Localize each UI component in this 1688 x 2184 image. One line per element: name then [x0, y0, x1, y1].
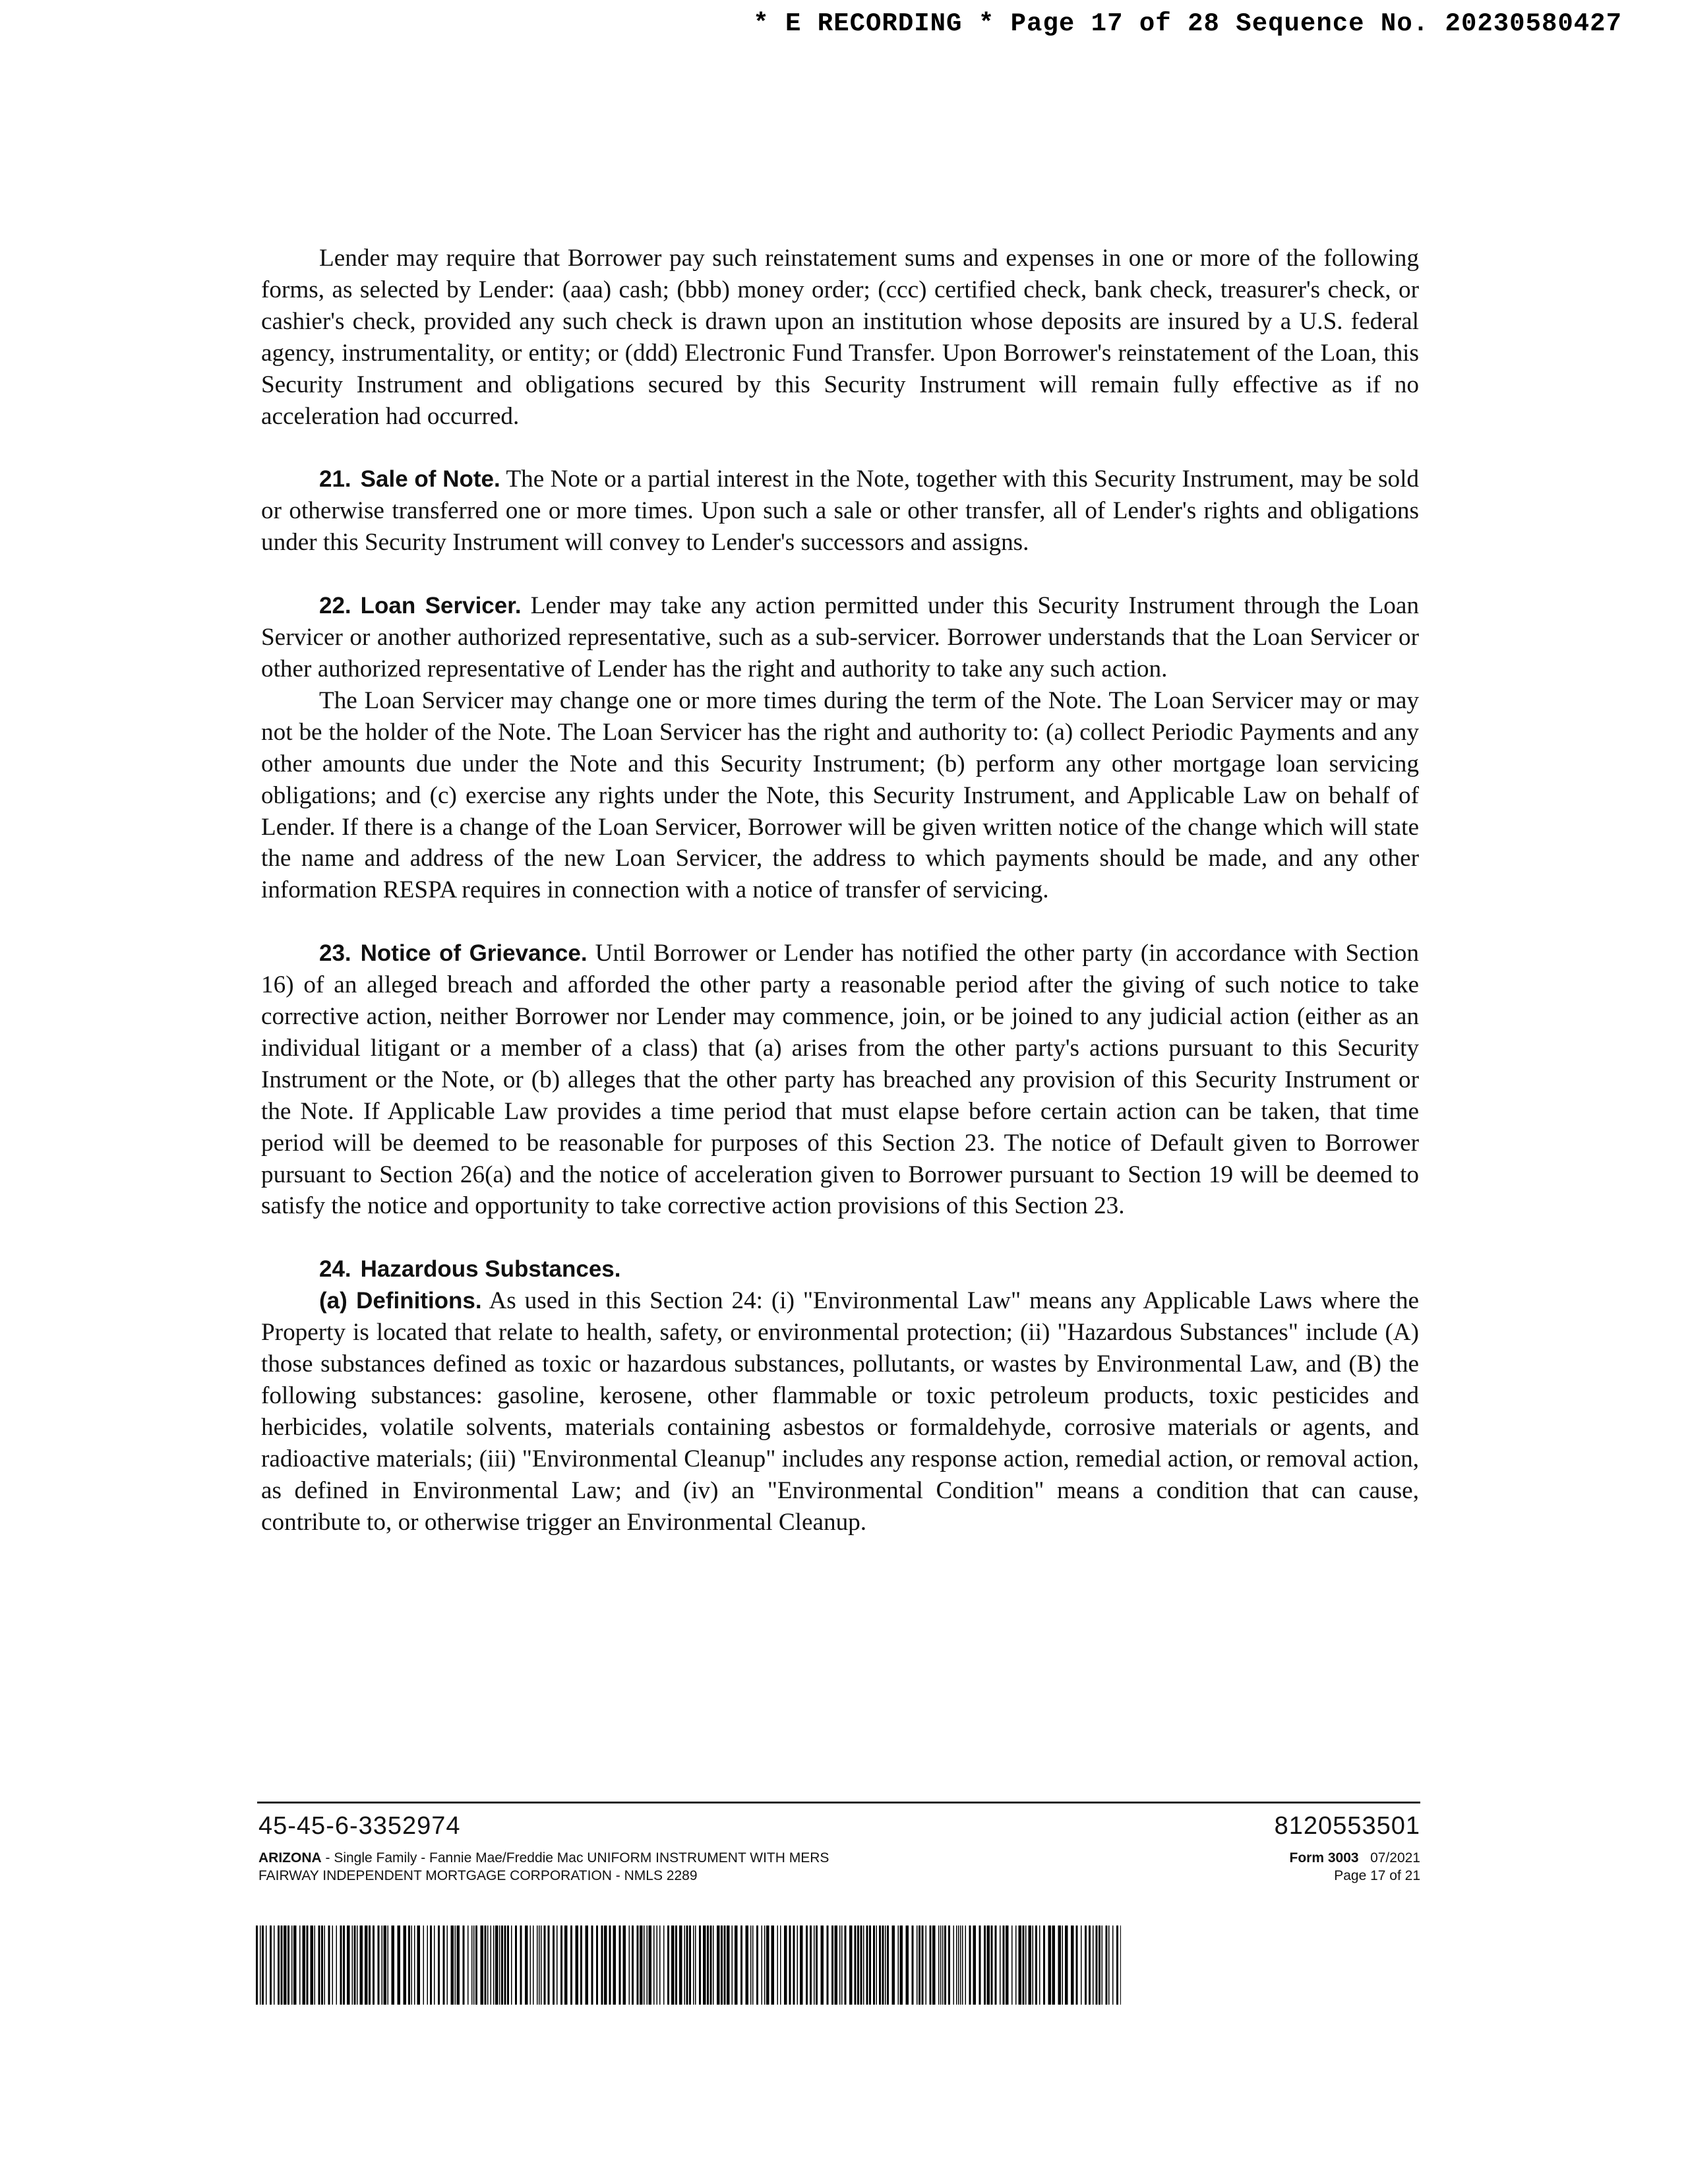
- barcode-bar: [1025, 1926, 1027, 2005]
- section-22-title: Loan Servicer.: [360, 593, 522, 619]
- barcode-bar: [623, 1926, 626, 2005]
- barcode-bar: [544, 1926, 546, 2005]
- barcode-bar: [411, 1926, 413, 2005]
- barcode-bar: [504, 1926, 506, 2005]
- barcode-bar: [984, 1926, 986, 2005]
- barcode-bar: [1116, 1926, 1118, 2005]
- barcode-bar: [640, 1926, 643, 2005]
- instrument-state: ARIZONA: [258, 1850, 322, 1866]
- barcode-bar: [839, 1926, 841, 2005]
- barcode-bar: [487, 1926, 489, 2005]
- barcode-bar: [629, 1926, 630, 2005]
- barcode-bar: [596, 1926, 598, 2005]
- barcode-bar: [382, 1926, 383, 2005]
- barcode-bar: [991, 1926, 993, 2005]
- barcode-bar: [336, 1926, 338, 2005]
- barcode-bar: [710, 1926, 712, 2005]
- recording-stamp: * E RECORDING * Page 17 of 28 Sequence No. 20230580427: [753, 9, 1622, 38]
- barcode-bar: [1102, 1926, 1103, 2005]
- barcode-bar: [663, 1926, 665, 2005]
- barcode-bar: [810, 1926, 812, 2005]
- barcode-bar: [270, 1926, 272, 2005]
- barcode-bar: [1043, 1926, 1045, 2005]
- barcode-bar: [784, 1926, 787, 2005]
- barcode-bar: [455, 1926, 456, 2005]
- barcode-bar: [684, 1926, 686, 2005]
- barcode-bar: [887, 1926, 889, 2005]
- barcode-bar: [430, 1926, 432, 2005]
- barcode-bar: [653, 1926, 655, 2005]
- barcode-bar: [564, 1926, 568, 2005]
- barcode-bar: [969, 1926, 971, 2005]
- form-line: [1275, 1849, 1420, 1867]
- barcode-bar: [328, 1926, 330, 2005]
- section-24-number: 24.: [319, 1256, 351, 1283]
- barcode-bar: [1052, 1926, 1056, 2005]
- barcode-bar: [857, 1926, 859, 2005]
- barcode-bar: [274, 1926, 275, 2005]
- barcode-bar: [860, 1926, 862, 2005]
- barcode-bar: [1006, 1926, 1009, 2005]
- barcode-bar: [473, 1926, 475, 2005]
- section-22-text: Lender may take any action permitted under this Security Instrument through the Loan Servicer or another authorized representative, such as a sub-servicer. Borrower understands that the Loan Servicer or other authorized representative of Lender has the right and authority to take any such action.: [261, 592, 1419, 682]
- barcode-bar: [882, 1926, 884, 2005]
- barcode-bar: [311, 1926, 314, 2005]
- barcode-bar: [885, 1926, 886, 2005]
- loan-number: 45-45-6-3352974: [258, 1812, 461, 1840]
- barcode-bar: [912, 1926, 914, 2005]
- section-23-title: Notice of Grievance.: [360, 940, 588, 967]
- section-22: [261, 590, 1419, 685]
- barcode-bar: [398, 1926, 401, 2005]
- barcode-bar: [515, 1926, 517, 2005]
- barcode-bar: [657, 1926, 658, 2005]
- barcode-bar: [717, 1926, 720, 2005]
- barcode-bar: [408, 1926, 410, 2005]
- document-body: [261, 243, 1419, 1538]
- section-23-text: Until Borrower or Lender has notified the other party (in accordance with Section 16) of an alleged breach and afforded the other party a reasonable period after the giving of such notice to take corrective action, neither Borrower nor Lender may commence, join, or be joined to any judicial action (either as an individual litigant or a member of a class) that (a) arises from the other party's actions pursuant to this Security Instrument or the Note, or (b) alleges that the other party has breached any provision of this Security Instrument or the Note. If Applicable Law provides a time period that must elapse before certain action can be taken, that time period will be deemed to be reasonable for purposes of this Section 23. The notice of Default given to Borrower pursuant to Section 26(a) and the notice of acceleration given to Borrower pursuant to Section 19 will be deemed to satisfy the notice and opportunity to take corrective action provisions of this Section 23.: [261, 940, 1419, 1220]
- barcode-bar: [501, 1926, 503, 2005]
- barcode-bar: [293, 1926, 297, 2005]
- barcode-bar: [721, 1926, 723, 2005]
- barcode-bar: [814, 1926, 815, 2005]
- barcode-bar: [414, 1926, 415, 2005]
- barcode-bar: [1003, 1926, 1005, 2005]
- barcode-bar: [548, 1926, 550, 2005]
- barcode-bar: [1058, 1926, 1062, 2005]
- barcode-bar: [1023, 1926, 1025, 2005]
- barcode-bar: [831, 1926, 833, 2005]
- barcode-bar: [530, 1926, 531, 2005]
- barcode-bar: [948, 1926, 950, 2005]
- barcode-bar: [869, 1926, 871, 2005]
- barcode-bar: [835, 1926, 838, 2005]
- barcode-bar: [979, 1926, 981, 2005]
- barcode-bar: [987, 1926, 990, 2005]
- barcode-bar: [841, 1926, 843, 2005]
- barcode-bar: [855, 1926, 857, 2005]
- barcode-bar: [956, 1926, 957, 2005]
- barcode-bar: [1108, 1926, 1110, 2005]
- barcode-bar: [732, 1926, 733, 2005]
- barcode-bar: [1106, 1926, 1108, 2005]
- barcode-bar: [771, 1926, 775, 2005]
- barcode-bar: [537, 1926, 538, 2005]
- barcode-bar: [495, 1926, 498, 2005]
- barcode-bar: [1093, 1926, 1094, 2005]
- barcode-bar: [586, 1926, 589, 2005]
- barcode-bar: [553, 1926, 555, 2005]
- section-21-title: Sale of Note.: [360, 466, 500, 493]
- barcode-bar: [695, 1926, 696, 2005]
- barcode-bar: [533, 1926, 534, 2005]
- barcode-bar: [438, 1926, 440, 2005]
- barcode-bar: [570, 1926, 572, 2005]
- barcode-bar: [511, 1926, 512, 2005]
- barcode-bar: [520, 1926, 522, 2005]
- lender-line: FAIRWAY INDEPENDENT MORTGAGE CORPORATION - NMLS 2289: [258, 1868, 698, 1883]
- barcode-bar: [849, 1926, 853, 2005]
- barcode-bar: [404, 1926, 407, 2005]
- barcode-bar: [262, 1926, 264, 2005]
- barcode-bar: [1120, 1926, 1121, 2005]
- barcode-bar: [604, 1926, 607, 2005]
- barcode-bar: [1019, 1926, 1022, 2005]
- barcode-bar: [703, 1926, 706, 2005]
- barcode-bar: [1000, 1926, 1001, 2005]
- barcode-bar: [1011, 1926, 1013, 2005]
- barcode-bar: [1081, 1926, 1082, 2005]
- barcode-bar: [485, 1926, 487, 2005]
- instrument-line: [258, 1849, 829, 1867]
- barcode-bar: [347, 1926, 350, 2005]
- barcode-bar: [619, 1926, 621, 2005]
- barcode-bar: [940, 1926, 942, 2005]
- barcode-bar: [303, 1926, 306, 2005]
- barcode-bar: [434, 1926, 435, 2005]
- barcode-bar: [354, 1926, 356, 2005]
- barcode-bar: [1076, 1926, 1078, 2005]
- footer-left: [258, 1811, 829, 1885]
- section-23: [261, 938, 1419, 1222]
- section-24-heading: [261, 1254, 1419, 1285]
- barcode-bar: [423, 1926, 425, 2005]
- barcode-bar: [922, 1926, 924, 2005]
- barcode-bar: [740, 1926, 742, 2005]
- barcode-bar: [756, 1926, 758, 2005]
- barcode-bar: [898, 1926, 899, 2005]
- barcode-bar: [637, 1926, 639, 2005]
- barcode-bar: [797, 1926, 799, 2005]
- barcode-bar: [917, 1926, 918, 2005]
- barcode-bar: [357, 1926, 358, 2005]
- barcode-bar: [427, 1926, 429, 2005]
- barcode-bar: [659, 1926, 661, 2005]
- barcode-bar: [649, 1926, 652, 2005]
- barcode-bar: [806, 1926, 808, 2005]
- barcode-bar: [1099, 1926, 1100, 2005]
- barcode-bar: [827, 1926, 829, 2005]
- section-21-number: 21.: [319, 466, 351, 493]
- barcode-bar: [471, 1926, 473, 2005]
- barcode-bar: [746, 1926, 749, 2005]
- barcode-bar: [1096, 1926, 1098, 2005]
- barcode-bar: [613, 1926, 617, 2005]
- barcode-bar: [388, 1926, 389, 2005]
- barcode-bar: [463, 1926, 465, 2005]
- barcode-bar: [876, 1926, 878, 2005]
- barcode-bar: [906, 1926, 909, 2005]
- barcode-bar: [689, 1926, 691, 2005]
- barcode-bar: [671, 1926, 675, 2005]
- barcode-bar: [699, 1926, 701, 2005]
- barcode-bar: [873, 1926, 875, 2005]
- barcode-bar: [443, 1926, 445, 2005]
- barcode-bar: [1071, 1926, 1074, 2005]
- barcode-bar: [879, 1926, 881, 2005]
- barcode-bar: [291, 1926, 293, 2005]
- barcode-bar: [793, 1926, 795, 2005]
- barcode-bar: [667, 1926, 669, 2005]
- form-date: 07/2021: [1370, 1850, 1420, 1866]
- barcode-bar: [930, 1926, 932, 2005]
- section-24-title: Hazardous Substances.: [360, 1256, 621, 1283]
- section-23-number: 23.: [319, 940, 351, 967]
- barcode-bar: [953, 1926, 955, 2005]
- paragraph-reinstatement: Lender may require that Borrower pay such reinstatement sums and expenses in one or more of the following forms, as selected by Lender: (aaa) cash; (bbb) money order; (ccc) certified check, bank check, treasurer's check, or cashier's check, provided any such check is drawn upon an institution whose deposits are insured by a U.S. federal agency, instrumentality, or entity; or (ddd) Electronic Fund Transfer. Upon Borrower's reinstatement of the Loan, this Security Instrument and obligations secured by this Security Instrument will remain fully effective as if no acceleration had occurred.: [261, 245, 1419, 430]
- barcode-bar: [764, 1926, 766, 2005]
- section-22-paragraph-2: The Loan Servicer may change one or more times during the term of the Note. The Loan Servicer may or may not be the holder of the Note. The Loan Servicer has the right and authority to: (a) collect Periodic Payments and any other amounts due under the Note and this Security Instrument; (b) perform any other mortgage loan servicing obligations; and (c) exercise any rights under the Note, this Security Instrument, and Applicable Law on behalf of Lender. If there is a change of the Loan Servicer, Borrower will be given written notice of the change which will state the name and address of the new Loan Servicer, the address to which payments should be made, and any other information RESPA requires in connection with a notice of transfer of servicing.: [261, 686, 1419, 904]
- barcode-bar: [713, 1926, 714, 2005]
- barcode-bar: [780, 1926, 781, 2005]
- section-21: [261, 464, 1419, 559]
- barcode-bar: [481, 1926, 484, 2005]
- barcode-bar: [1089, 1926, 1091, 2005]
- barcode-bar: [591, 1926, 593, 2005]
- barcode-bar: [995, 1926, 997, 2005]
- section-24a: [261, 1285, 1419, 1538]
- barcode-bar: [525, 1926, 528, 2005]
- barcode-bar: [560, 1926, 562, 2005]
- form-label: Form 3003: [1289, 1850, 1359, 1866]
- barcode: [256, 1926, 1121, 2005]
- barcode-bar: [609, 1926, 611, 2005]
- barcode-bar: [284, 1926, 287, 2005]
- barcode-bar: [789, 1926, 791, 2005]
- footer-right: [1275, 1811, 1420, 1885]
- barcode-bar: [679, 1926, 682, 2005]
- barcode-bar: [360, 1926, 363, 2005]
- barcode-bar: [686, 1926, 688, 2005]
- barcode-bar: [281, 1926, 283, 2005]
- barcode-bar: [392, 1926, 395, 2005]
- barcode-bar: [467, 1926, 469, 2005]
- barcode-bar: [1033, 1926, 1034, 2005]
- barcode-bar: [816, 1926, 818, 2005]
- barcode-bar: [863, 1926, 864, 2005]
- barcode-bar: [576, 1926, 579, 2005]
- barcode-bar: [900, 1926, 903, 2005]
- barcode-bar: [369, 1926, 371, 2005]
- barcode-bar: [260, 1926, 261, 2005]
- barcode-bar: [962, 1926, 963, 2005]
- barcode-bar: [601, 1926, 603, 2005]
- barcode-bar: [491, 1926, 492, 2005]
- barcode-bar: [539, 1926, 540, 2005]
- barcode-bar: [926, 1926, 927, 2005]
- barcode-bar: [707, 1926, 709, 2005]
- barcode-bar: [373, 1926, 375, 2005]
- barcode-bar: [287, 1926, 289, 2005]
- barcode-bar: [932, 1926, 936, 2005]
- barcode-bar: [256, 1926, 258, 2005]
- section-22-number: 22.: [319, 593, 351, 619]
- barcode-bar: [378, 1926, 380, 2005]
- barcode-bar: [1062, 1926, 1064, 2005]
- barcode-bar: [324, 1926, 326, 2005]
- section-24a-text: As used in this Section 24: (i) "Environmental Law" means any Applicable Laws where the Property is located that relate to health, safety, or environmental protection; (ii) "Hazardous Substances" include (A) those substances defined as toxic or hazardous substances, pollutants, or wastes by Environmental Law, and (B) the following substances: gasoline, kerosene, other flammable or toxic petroleum products, toxic pesticides and herbicides, volatile solvents, materials containing asbestos or formaldehyde, corrosive materials or agents, and radioactive materials; (iii) "Environmental Cleanup" includes any response action, remedial action, or removal action, as defined in Environmental Law; and (iv) an "Environmental Condition" means a condition that can cause, contribute to, or otherwise trigger an Environmental Cleanup.: [261, 1287, 1419, 1536]
- page-of: Page 17 of 21: [1334, 1868, 1420, 1883]
- barcode-bar: [457, 1926, 460, 2005]
- barcode-bar: [1112, 1926, 1114, 2005]
- barcode-bar: [735, 1926, 738, 2005]
- barcode-bar: [332, 1926, 334, 2005]
- barcode-bar: [278, 1926, 280, 2005]
- barcode-bar: [821, 1926, 824, 2005]
- barcode-bar: [321, 1926, 323, 2005]
- barcode-bar: [1085, 1926, 1087, 2005]
- barcode-bar: [766, 1926, 769, 2005]
- barcode-bar: [866, 1926, 868, 2005]
- footer-divider: [257, 1802, 1420, 1804]
- barcode-bar: [938, 1926, 940, 2005]
- barcode-bar: [266, 1926, 267, 2005]
- barcode-bar: [675, 1926, 677, 2005]
- section-21-text: The Note or a partial interest in the Note, together with this Security Instrument, may be sold or otherwise transferred one or more times. Upon such a sale or other transfer, all of Lender's rights and obligations under this Security Instrument will convey to Lender's successors and assigns.: [261, 466, 1419, 557]
- barcode-bar: [447, 1926, 448, 2005]
- barcode-bar: [919, 1926, 920, 2005]
- barcode-bar: [960, 1926, 961, 2005]
- barcode-bar: [384, 1926, 387, 2005]
- barcode-bar: [299, 1926, 301, 2005]
- barcode-bar: [752, 1926, 754, 2005]
- barcode-bar: [892, 1926, 895, 2005]
- barcode-bar: [493, 1926, 495, 2005]
- barcode-bar: [580, 1926, 582, 2005]
- barcode-bar: [777, 1926, 779, 2005]
- barcode-bar: [647, 1926, 648, 2005]
- barcode-bar: [1029, 1926, 1032, 2005]
- barcode-bar: [451, 1926, 454, 2005]
- barcode-bar: [942, 1926, 944, 2005]
- barcode-bar: [1048, 1926, 1052, 2005]
- barcode-bar: [727, 1926, 730, 2005]
- barcode-bar: [944, 1926, 946, 2005]
- barcode-bar: [693, 1926, 694, 2005]
- barcode-bar: [307, 1926, 309, 2005]
- barcode-bar: [475, 1926, 477, 2005]
- barcode-bar: [965, 1926, 967, 2005]
- barcode-bar: [958, 1926, 959, 2005]
- instrument-desc: - Single Family - Fannie Mae/Freddie Mac UNIFORM INSTRUMENT WITH MERS: [321, 1850, 829, 1866]
- barcode-bar: [541, 1926, 542, 2005]
- barcode-bar: [1039, 1926, 1040, 2005]
- barcode-bar: [1015, 1926, 1017, 2005]
- barcode-bar: [632, 1926, 634, 2005]
- barcode-bar: [1035, 1926, 1037, 2005]
- barcode-bar: [340, 1926, 342, 2005]
- barcode-bar: [557, 1926, 558, 2005]
- barcode-bar: [499, 1926, 500, 2005]
- barcode-bar: [800, 1926, 803, 2005]
- barcode-bar: [724, 1926, 726, 2005]
- min-number: 8120553501: [1274, 1812, 1420, 1840]
- barcode-bar: [1065, 1926, 1068, 2005]
- barcode-bar: [973, 1926, 977, 2005]
- barcode-bar: [644, 1926, 645, 2005]
- barcode-bar: [365, 1926, 368, 2005]
- barcode-bar: [343, 1926, 345, 2005]
- barcode-bar: [318, 1926, 320, 2005]
- barcode-bar: [352, 1926, 353, 2005]
- barcode-bar: [507, 1926, 509, 2005]
- barcode-bar: [417, 1926, 421, 2005]
- barcode-bar: [750, 1926, 752, 2005]
- barcode-bar: [845, 1926, 847, 2005]
- barcode-bar: [315, 1926, 316, 2005]
- barcode-bar: [762, 1926, 763, 2005]
- section-24a-title: (a) Definitions.: [319, 1288, 482, 1314]
